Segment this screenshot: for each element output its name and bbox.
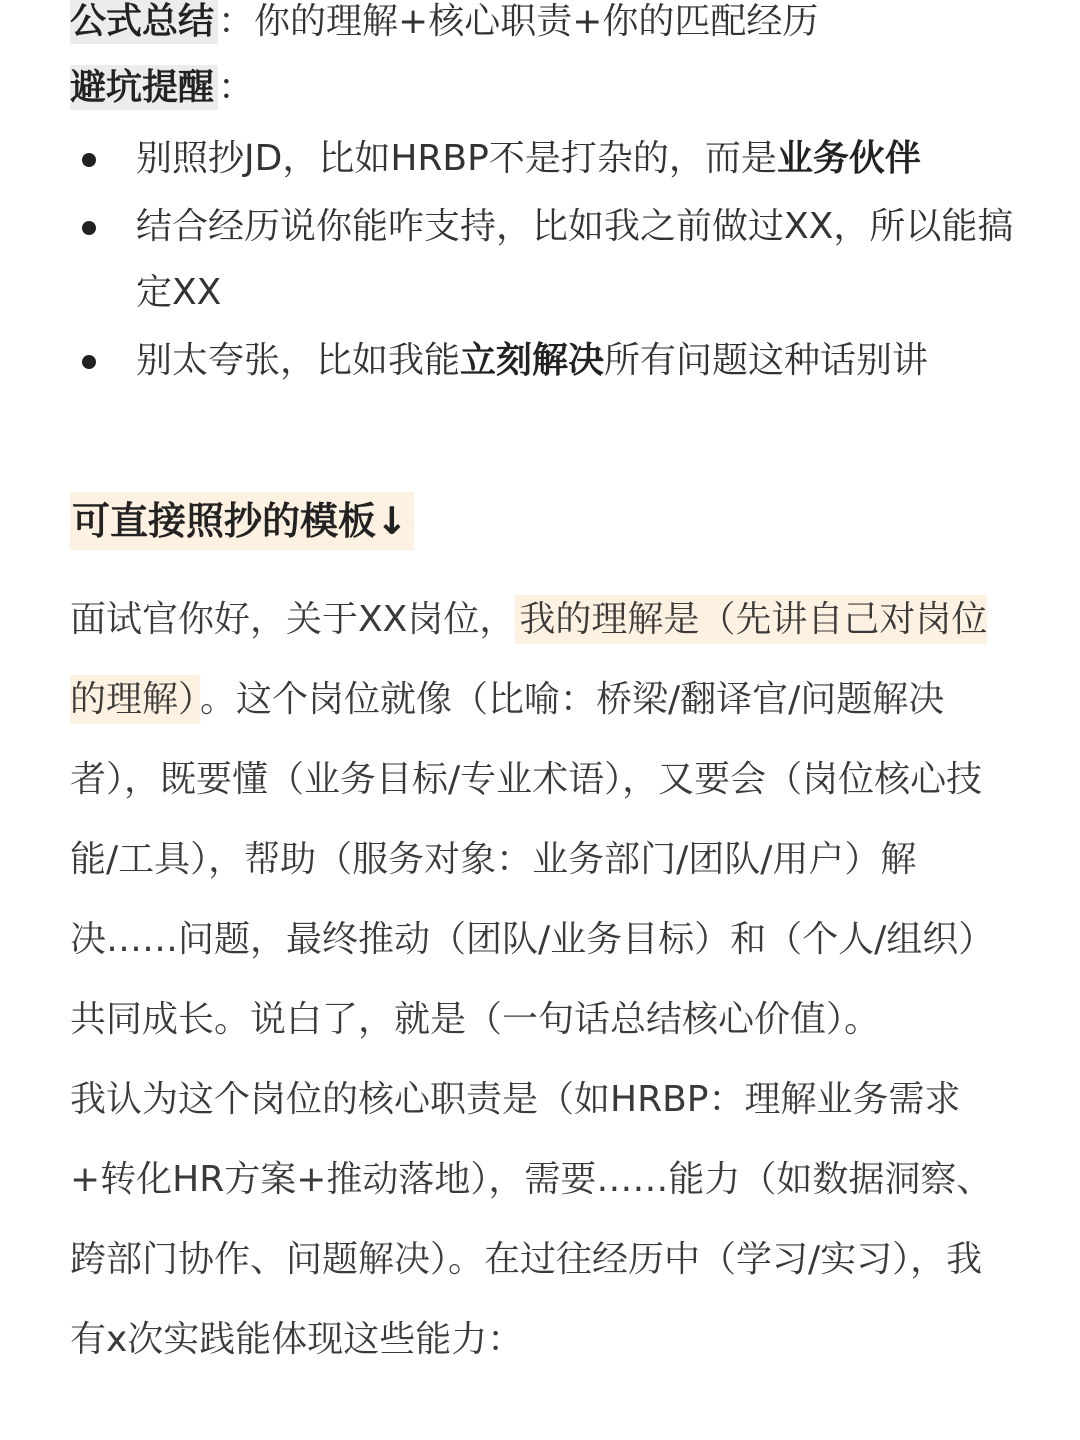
tip-text: 结合经历说你能咋支持，比如我之前做过XX，所以能搞定XX	[136, 206, 1014, 313]
list-item	[70, 328, 1030, 394]
template-continuation: 。这个岗位就像（比喻：桥梁/翻译官/问题解决者），既要懂（业务目标/专业术语），又要会（岗位核心技能/工具），帮助（服务对象：业务部门/团队/用户）解决……问题，最终推动（团队/业务目标）和（个人/组织）共同成长。说白了，就是（一句话总结核心价值）。	[70, 679, 995, 1040]
list-item	[70, 126, 1030, 192]
formula-text: 你的理解+核心职责+你的匹配经历	[254, 1, 819, 42]
formula-label: 公式总结	[70, 0, 218, 44]
tip-text: 别太夸张，比如我能	[136, 340, 461, 381]
template-heading: 可直接照抄的模板↓	[70, 492, 414, 550]
tips-list	[70, 126, 1030, 396]
template-highlight: 我的理解是（先讲自己对岗位的理解）	[70, 595, 987, 724]
tips-heading	[70, 60, 254, 116]
tip-bold-text: 业务伙伴	[776, 138, 921, 179]
template-paragraph-2: 我认为这个岗位的核心职责是（如HRBP：理解业务需求+转化HR方案+推动落地），需要……能力（如数据洞察、跨部门协作、问题解决）。在过往经历中（学习/实习），我有x次实践能体现这些能力：	[70, 1079, 993, 1360]
tips-colon: ：	[218, 67, 255, 108]
tip-text-end: 所有问题这种话别讲	[604, 340, 929, 381]
formula-summary	[70, 0, 818, 50]
bullet-icon	[82, 355, 96, 369]
template-body	[70, 580, 1015, 1380]
tip-text: 别照抄JD，比如HRBP不是打杂的，而是	[136, 138, 777, 179]
bullet-icon	[82, 221, 96, 235]
tips-title: 避坑提醒	[70, 65, 218, 110]
bullet-icon	[82, 153, 96, 167]
formula-separator: ：	[218, 1, 255, 42]
list-item	[70, 194, 1030, 326]
tip-bold-text: 立刻解决	[460, 340, 605, 381]
template-paragraph-1	[70, 580, 1015, 1060]
template-intro: 面试官你好，关于XX岗位，	[70, 599, 516, 640]
